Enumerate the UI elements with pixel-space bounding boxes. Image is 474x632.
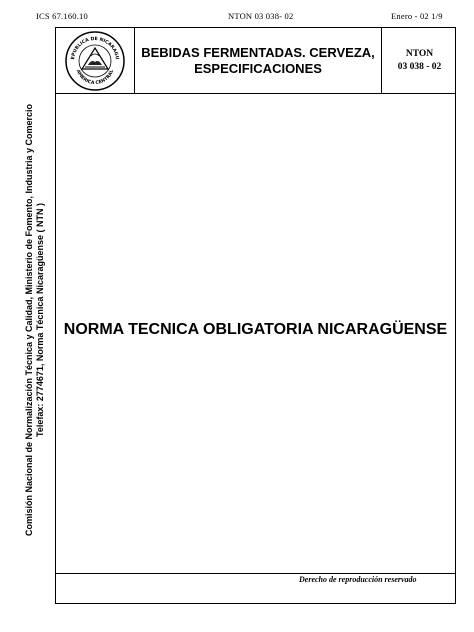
seal-text-top: EPUBLICA DE NICARAGU [71, 36, 119, 60]
main-norm-title: NORMA TECNICA OBLIGATORIA NICARAGÜENSE [63, 321, 448, 338]
document-frame [55, 27, 456, 604]
document-title-line2: ESPECIFICACIONES [194, 60, 322, 76]
side-credit-line1: Comisión Nacional de Normalización Técnica y Calidad, Ministerio de Fomento, Industria y Comercio [24, 103, 34, 537]
date-page-number: Enero - 02 1/9 [391, 11, 443, 21]
title-block [56, 28, 455, 94]
ics-code: ICS 67.160.10 [36, 11, 88, 21]
logo-cell [56, 28, 135, 93]
norm-code-cell [382, 28, 457, 93]
side-credit-line2: Telefax: 2774671, Norma Técnica Nicaragüense ( NTN ) [35, 203, 45, 437]
norm-code-line1: NTON [405, 48, 434, 59]
coat-of-arms-seal-icon [63, 29, 127, 93]
footer-block [56, 573, 455, 603]
document-title-line1: BEBIDAS FERMENTADAS. CERVEZA, [141, 44, 375, 60]
document-title-cell [135, 28, 382, 93]
side-credit-text [24, 75, 46, 565]
norm-code-line2: 03 038 - 02 [397, 61, 442, 72]
copyright-notice: Derecho de reproducción reservado [299, 575, 417, 584]
seal-text-bottom: AMERICA CENTRAL [74, 68, 116, 86]
norm-reference: NTON 03 038- 02 [228, 11, 294, 21]
svg-text:AMERICA CENTRAL [75, 68, 115, 85]
